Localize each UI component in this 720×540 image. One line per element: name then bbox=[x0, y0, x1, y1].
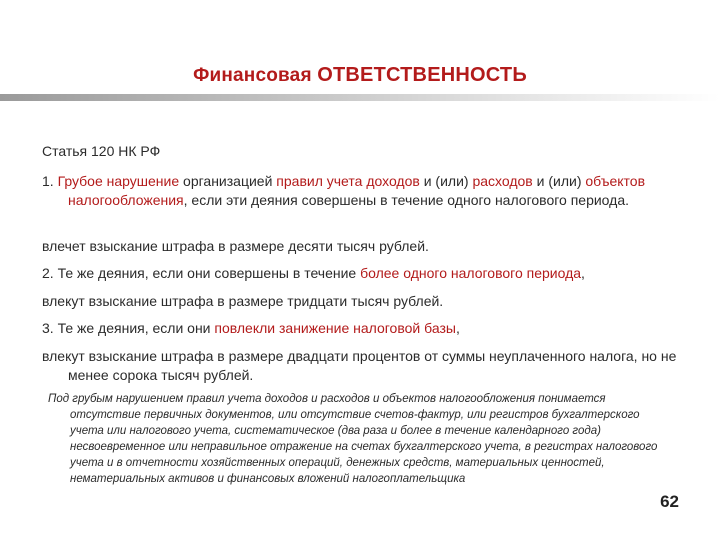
item1-highlight-4: объектов налогообложения bbox=[68, 173, 646, 208]
penalty-3: влекут взыскание штрафа в размере двадцати процентов от суммы неуплаченного налога, но не менее сорока тысяч рублей. bbox=[42, 348, 677, 383]
title-divider bbox=[0, 94, 720, 101]
item1-text-2: и (или) bbox=[419, 173, 473, 189]
footnote: Под грубым нарушением правил учета доходов и расходов и объектов налогообложения понимается отсутствие первичных документов, или отсутствие счетов-фактур, или регистров бухгалтерского учета или налогового учета, систематическое (два раза и более в течение календарного года) несвоевременное или неправильное отражение на счетах бухгалтерского учета, в регистрах налогового учета и в отчетности хозяйственных операций, денежных средств, материальных ценностей, нематериальных активов и финансовых вложений налогоплательщика bbox=[48, 393, 658, 485]
item1-highlight-2: правил учета доходов bbox=[276, 173, 420, 189]
item1-number: 1. bbox=[42, 173, 58, 189]
page-number: 62 bbox=[660, 492, 679, 511]
penalty-2: влекут взыскание штрафа в размере тридцати тысяч рублей. bbox=[42, 293, 444, 309]
title-main: ОТВЕТСТВЕННОСТЬ bbox=[317, 64, 527, 86]
item3-text-1: 3. Те же деяния, если они bbox=[42, 320, 215, 336]
item2-text-2: , bbox=[581, 265, 585, 281]
article-item-1 bbox=[42, 172, 708, 210]
item3-text-2: , bbox=[455, 320, 460, 336]
title-prefix: Финансовая bbox=[193, 65, 318, 86]
article-item-3 bbox=[42, 319, 682, 338]
item1-highlight-3: расходов bbox=[472, 173, 533, 189]
item1-text-1: организацией bbox=[179, 173, 277, 189]
item2-text-1: 2. Те же деяния, если они совершены в течение bbox=[42, 265, 361, 281]
item2-highlight-1: более одного налогового периода bbox=[360, 265, 582, 281]
article-heading: Статья 120 НК РФ bbox=[42, 143, 161, 159]
article-item-2 bbox=[42, 264, 682, 283]
item1-text-3: и (или) bbox=[532, 173, 586, 189]
slide-title bbox=[0, 64, 720, 87]
item1-text-4: , если эти деяния совершены в течение одного налогового периода. bbox=[183, 192, 630, 208]
penalty-1: влечет взыскание штрафа в размере десяти тысяч рублей. bbox=[42, 238, 429, 254]
item1-highlight-1: Грубое нарушение bbox=[57, 173, 180, 189]
item3-highlight-1: повлекли занижение налоговой базы bbox=[214, 320, 456, 336]
